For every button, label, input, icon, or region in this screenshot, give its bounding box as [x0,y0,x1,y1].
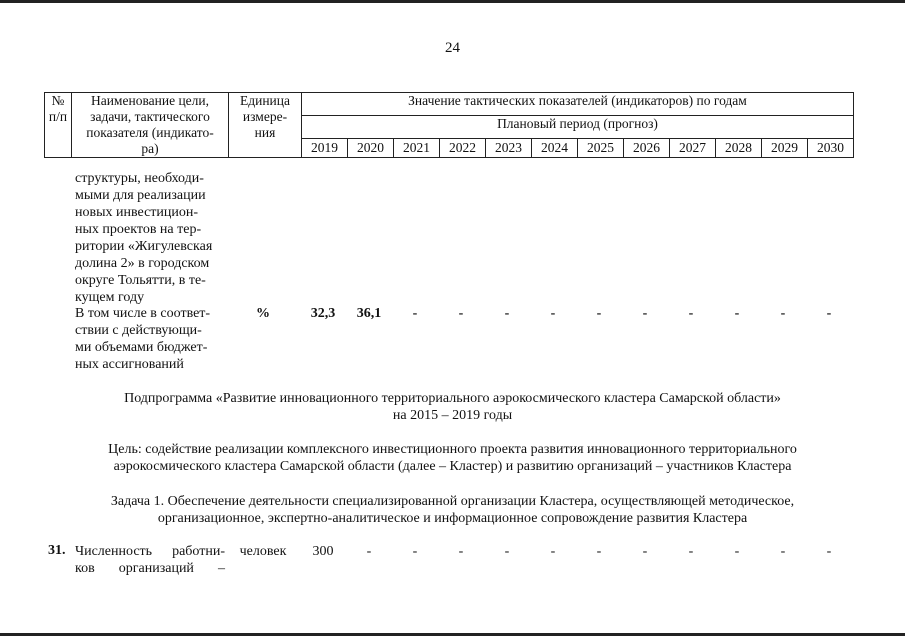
goal-line: Цель: содействие реализации комплексного инвестиционного проекта развития инновационного территориального [108,442,797,457]
header-values-title: Значение тактических показателей (индикаторов) по годам [302,93,854,116]
continuation-line: новых инвестицион- [75,205,199,220]
row-31-value-cell: - [596,544,602,559]
header-year: 2028 [716,139,762,158]
row-31-name [75,543,225,577]
header-year: 2022 [440,139,486,158]
header-name-line: показателя (индикато- [86,125,214,140]
header-year: 2026 [624,139,670,158]
continuation-line: долина 2» в городском [75,256,210,271]
continuation-line: мыми для реализации [75,188,206,203]
budget-row-name-line: ных ассигнований [75,357,184,372]
header-name-line: ра) [141,141,159,156]
goal-line: аэрокосмического кластера Самарской области (далее – Кластер) и развитию организаций – участников Кластера [113,459,792,474]
task-line: Задача 1. Обеспечение деятельности специализированной организации Кластера, осуществляющей методическое, [110,494,795,509]
continuation-text [75,170,225,306]
header-year: 2023 [486,139,532,158]
row-31-name-line: ков организаций – [75,561,225,576]
budget-row-value-cell: - [688,306,694,321]
subprogram-title-line: на 2015 – 2019 годы [392,408,513,423]
header-year: 2021 [394,139,440,158]
continuation-line: кущем году [75,290,145,305]
bottom-rule [0,633,905,636]
continuation-line: ритории «Жигулевская [75,239,213,254]
row-31-value-cell: - [504,544,510,559]
row-31-value-cell: - [366,544,372,559]
header-unit-line: Единица [239,93,290,108]
header-unit-line: ния [254,125,276,140]
page-number: 24 [445,40,460,56]
header-year: 2030 [808,139,854,158]
row-31-value-cell: - [780,544,786,559]
header-year: 2029 [762,139,808,158]
header-num-line: п/п [48,109,68,124]
task-text [40,493,865,527]
budget-row-value-cell: - [780,306,786,321]
budget-row-value-cell: - [642,306,648,321]
header-num-cell [45,93,72,158]
budget-row-value-cell: 36,1 [356,306,382,321]
budget-row-value-cell: - [504,306,510,321]
header-year: 2024 [532,139,578,158]
budget-row-value-cell: - [458,306,464,321]
budget-row-unit: % [256,306,270,321]
row-31-value-cell: - [550,544,556,559]
subprogram-title [40,390,865,424]
task-line: организационное, экспертно-аналитическое и информационное сопровождение развития Кластера [157,511,748,526]
budget-row-name-line: В том числе в соответ- [75,306,211,321]
header-year: 2027 [670,139,716,158]
row-31-name-line: Численность работни- [75,544,225,559]
continuation-line: ных проектов на тер- [75,222,202,237]
indicator-table-header [44,92,854,158]
header-year: 2019 [302,139,348,158]
budget-row-value-cell: - [734,306,740,321]
row-31-value-cell: - [642,544,648,559]
budget-row-value-cell: 32,3 [310,306,336,321]
row-31-value-cell: - [688,544,694,559]
header-name-line: задачи, тактического [90,109,210,124]
header-name-cell [72,93,229,158]
header-unit-cell [229,93,302,158]
continuation-line: округе Тольятти, в те- [75,273,206,288]
top-rule [0,0,905,3]
header-period-title: Плановый период (прогноз) [302,116,854,139]
budget-row-value-cell: - [826,306,832,321]
budget-row-value-cell: - [550,306,556,321]
header-num-line: № [51,93,65,108]
budget-row-value-cell: - [412,306,418,321]
row-31-number: 31. [48,543,66,558]
row-31-value-cell: - [734,544,740,559]
row-31-unit: человек [239,544,287,559]
budget-row-value-cell: - [596,306,602,321]
header-unit-line: измере- [242,109,288,124]
budget-row-name-line: ствии с действующи- [75,323,202,338]
row-31-value-cell: 300 [312,544,334,559]
header-year: 2020 [348,139,394,158]
budget-row-name-line: ми объемами бюджет- [75,340,208,355]
budget-row-name [75,305,225,373]
header-name-line: Наименование цели, [90,93,210,108]
continuation-line: структуры, необходи- [75,171,204,186]
subprogram-title-line: Подпрограмма «Развитие инновационного территориального аэрокосмического кластера Самарской области» [124,391,781,406]
row-31-value-cell: - [826,544,832,559]
row-31-value-cell: - [412,544,418,559]
goal-text [40,441,865,475]
header-year: 2025 [578,139,624,158]
row-31-value-cell: - [458,544,464,559]
